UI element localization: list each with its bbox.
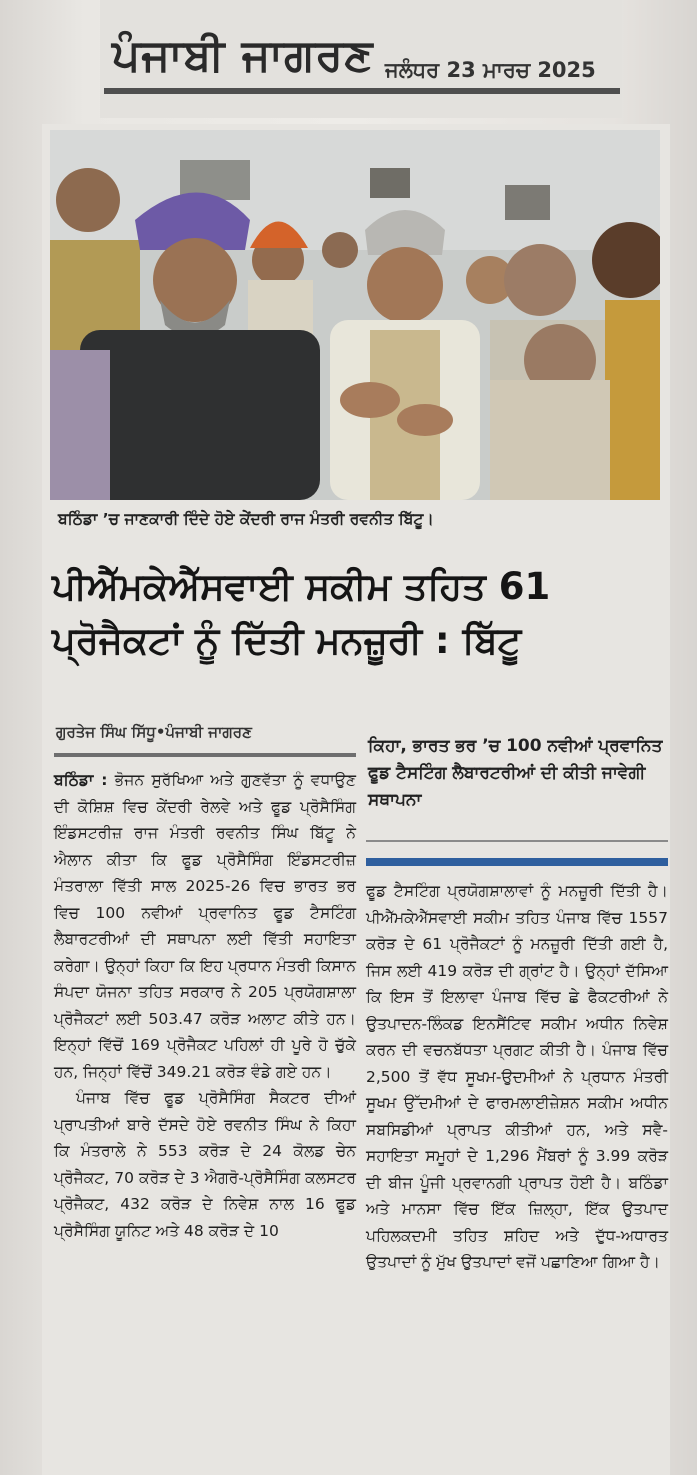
article-column-left xyxy=(54,767,356,1244)
headline: ਪੀਐੱਮਕੇਐੱਸਵਾਈ ਸਕੀਮ ਤਹਿਤ 61 ਪ੍ਰੋਜੈਕਟਾਂ ਨੂੰ ਦਿੱਤੀ ਮਨਜ਼ੂਰੀ : ਬਿੱਟੂ xyxy=(52,565,551,662)
masthead-rule xyxy=(104,88,620,94)
article-paragraph-1: ਭੋਜਨ ਸੁਰੱਖਿਆ ਅਤੇ ਗੁਣਵੱਤਾ ਨੂੰ ਵਧਾਉਣ ਦੀ ਕੋਸ਼ਿਸ਼ ਵਿਚ ਕੇਂਦਰੀ ਰੇਲਵੇ ਅਤੇ ਫੂਡ ਪ੍ਰੋਸੈਸਿੰਗ ਇੰਡਸਟਰੀਜ਼ ਰਾਜ ਮੰਤਰੀ ਰਵਨੀਤ ਸਿੰਘ ਬਿੱਟੂ ਨੇ ਐਲਾਨ ਕੀਤਾ ਕਿ ਫੂਡ ਪ੍ਰੋਸੈਸਿੰਗ ਇੰਡਸਟਰੀਜ਼ ਮੰਤਰਾਲਾ ਵਿੱਤੀ ਸਾਲ 2025-26 ਵਿਚ ਭਾਰਤ ਭਰ ਵਿਚ 100 ਨਵੀਆਂ ਪ੍ਰਵਾਨਿਤ ਫੂਡ ਟੈਸਟਿੰਗ ਲੈਬਾਰਟਰੀਆਂ ਦੀ ਸਥਾਪਨਾ ਲਈ ਵਿੱਤੀ ਸਹਾਇਤਾ ਕਰੇਗਾ। ਉਨ੍ਹਾਂ ਕਿਹਾ ਕਿ ਇਹ ਪ੍ਰਧਾਨ ਮੰਤਰੀ ਕਿਸਾਨ ਸੰਪਦਾ ਯੋਜਨਾ ਤਹਿਤ ਸਰਕਾਰ ਨੇ 205 ਪ੍ਰਯੋਗਸ਼ਾਲਾ ਪ੍ਰੋਜੈਕਟਾਂ ਲਈ 503.47 ਕਰੋੜ ਅਲਾਟ ਕੀਤੇ ਹਨ। ਇਨ੍ਹਾਂ ਵਿੱਚੋਂ 169 ਪ੍ਰੋਜੈਕਟ ਪਹਿਲਾਂ ਹੀ ਪੂਰੇ ਹੋ ਚੁੱਕੇ ਹਨ, ਜਿਨ੍ਹਾਂ ਵਿੱਚੋਂ 349.21 ਕਰੋੜ ਵੰਡੇ ਗਏ ਹਨ। xyxy=(54,771,356,1081)
byline-rule xyxy=(54,753,356,757)
subhead-rule xyxy=(366,840,668,842)
article-column-right xyxy=(366,878,668,1276)
photo-caption: ਬਠਿੰਡਾ ’ਚ ਜਾਣਕਾਰੀ ਦਿੰਦੇ ਹੋਏ ਕੇਂਦਰੀ ਰਾਜ ਮੰਤਰੀ ਰਵਨੀਤ ਬਿੱਟੂ। xyxy=(58,510,434,528)
photo-illustration xyxy=(50,130,660,500)
byline: ਗੁਰਤੇਜ ਸਿੰਘ ਸਿੱਧੂ•ਪੰਜਾਬੀ ਜਾਗਰਣ xyxy=(56,723,252,741)
subheadline: ਕਿਹਾ, ਭਾਰਤ ਭਰ ’ਚ 100 ਨਵੀਆਂ ਪ੍ਰਵਾਨਿਤ ਫੂਡ ਟੈਸਟਿੰਗ ਲੈਬਾਰਟਰੀਆਂ ਦੀ ਕੀਤੀ ਜਾਵੇਗੀ ਸਥਾਪਨਾ xyxy=(368,736,663,810)
edition-date: ਜਲੰਧਰ 23 ਮਾਰਚ 2025 xyxy=(385,58,596,82)
news-photo xyxy=(50,130,660,500)
article-paragraph-3: ਫੂਡ ਟੈਸਟਿੰਗ ਪ੍ਰਯੋਗਸ਼ਾਲਾਵਾਂ ਨੂੰ ਮਨਜ਼ੂਰੀ ਦਿੱਤੀ ਹੈ। ਪੀਐੱਮਕੇਐੱਸਵਾਈ ਸਕੀਮ ਤਹਿਤ ਪੰਜਾਬ ਵਿੱਚ 1557 ਕਰੋੜ ਦੇ 61 ਪ੍ਰੋਜੈਕਟਾਂ ਨੂੰ ਮਨਜ਼ੂਰੀ ਦਿੱਤੀ ਗਈ ਹੈ, ਜਿਸ ਲਈ 419 ਕਰੋੜ ਦੀ ਗ੍ਰਾਂਟ ਹੈ। ਉਨ੍ਹਾਂ ਦੱਸਿਆ ਕਿ ਇਸ ਤੋਂ ਇਲਾਵਾ ਪੰਜਾਬ ਵਿੱਚ ਛੇ ਫੈਕਟਰੀਆਂ ਨੇ ਉਤਪਾਦਨ-ਲਿੰਕਡ ਇਨਸੈਂਟਿਵ ਸਕੀਮ ਅਧੀਨ ਨਿਵੇਸ਼ ਕਰਨ ਦੀ ਵਚਨਬੱਧਤਾ ਪ੍ਰਗਟ ਕੀਤੀ ਹੈ। ਪੰਜਾਬ ਵਿੱਚ 2,500 ਤੋਂ ਵੱਧ ਸੂਖਮ-ਉਦਮੀਆਂ ਨੇ ਪ੍ਰਧਾਨ ਮੰਤਰੀ ਸੂਖਮ ਉੱਦਮੀਆਂ ਦੇ ਫਾਰਮਲਾਈਜ਼ੇਸ਼ਨ ਸਕੀਮ ਅਧੀਨ ਸਬਸਿਡੀਆਂ ਪ੍ਰਾਪਤ ਕੀਤੀਆਂ ਹਨ, ਅਤੇ ਸਵੈ-ਸਹਾਇਤਾ ਸਮੂਹਾਂ ਦੇ 1,296 ਮੈਂਬਰਾਂ ਨੂੰ 3.99 ਕਰੋੜ ਦੀ ਬੀਜ ਪੂੰਜੀ ਪ੍ਰਵਾਨਗੀ ਪ੍ਰਾਪਤ ਹੋਈ ਹੈ। ਬਠਿੰਡਾ ਅਤੇ ਮਾਨਸਾ ਵਿੱਚ ਇੱਕ ਜ਼ਿਲ੍ਹਾ, ਇੱਕ ਉਤਪਾਦ ਪਹਿਲਕਦਮੀ ਤਹਿਤ ਸ਼ਹਿਦ ਅਤੇ ਦੁੱਧ-ਅਧਾਰਤ ਉਤਪਾਦਾਂ ਨੂੰ ਮੁੱਖ ਉਤਪਾਦਾਂ ਵਜੋਂ ਪਛਾਣਿਆ ਗਿਆ ਹੈ। xyxy=(366,882,668,1271)
subhead-accent-rule xyxy=(366,858,668,866)
dateline: ਬਠਿੰਡਾ : xyxy=(54,771,108,789)
article-paragraph-2: ਪੰਜਾਬ ਵਿੱਚ ਫੂਡ ਪ੍ਰੋਸੈਸਿੰਗ ਸੈਕਟਰ ਦੀਆਂ ਪ੍ਰਾਪਤੀਆਂ ਬਾਰੇ ਦੱਸਦੇ ਹੋਏ ਰਵਨੀਤ ਸਿੰਘ ਨੇ ਕਿਹਾ ਕਿ ਮੰਤਰਾਲੇ ਨੇ 553 ਕਰੋੜ ਦੇ 24 ਕੋਲਡ ਚੇਨ ਪ੍ਰੋਜੈਕਟ, 70 ਕਰੋੜ ਦੇ 3 ਐਗਰੋ-ਪ੍ਰੋਸੈਸਿੰਗ ਕਲਸਟਰ ਪ੍ਰੋਜੈਕਟ, 432 ਕਰੋੜ ਦੇ ਨਿਵੇਸ਼ ਨਾਲ 16 ਫੂਡ ਪ੍ਰੋਸੈਸਿੰਗ ਯੂਨਿਟ ਅਤੇ 48 ਕਰੋੜ ਦੇ 10 xyxy=(54,1089,356,1240)
newspaper-title: ਪੰਜਾਬੀ ਜਾਗਰਣ xyxy=(112,30,374,81)
masthead xyxy=(100,0,622,118)
